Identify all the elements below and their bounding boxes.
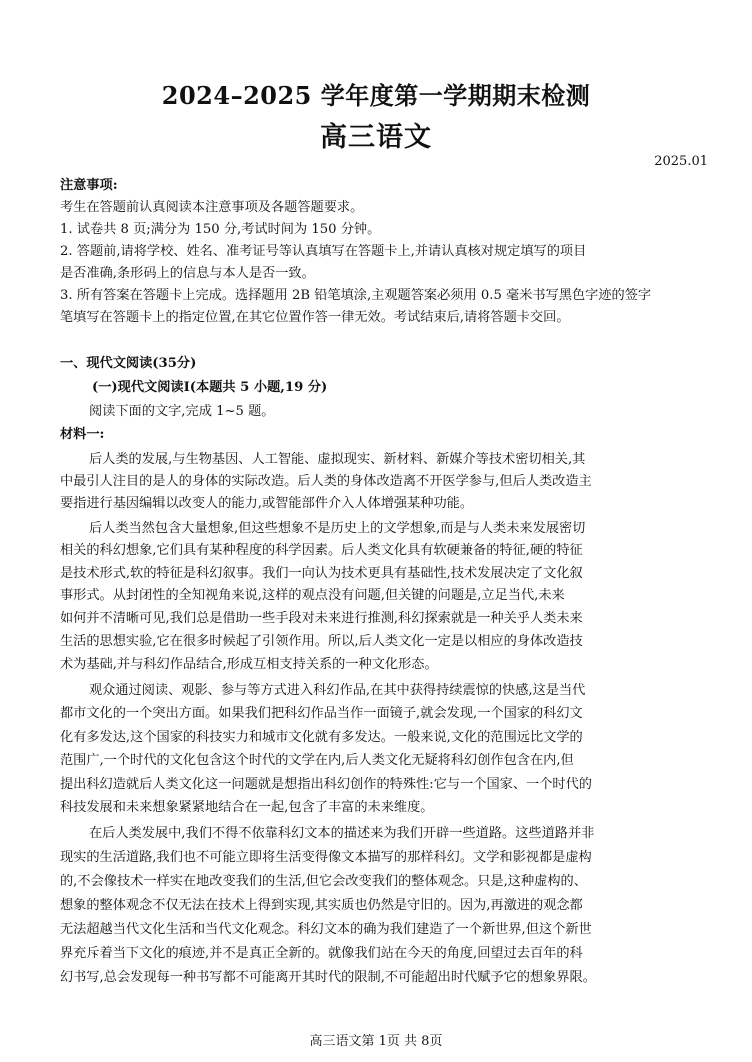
body-line: 范围广,一个时代的文化包含这个时代的文学在内,后人类文化无疑将科幻创作包含在内,但 bbox=[60, 753, 574, 768]
body-line: 幻书写,总会发现每一种书写都不可能离开其时代的限制,不可能超出时代赋予它的想象界限。 bbox=[60, 970, 596, 985]
body-line: 后人类当然包含大量想象,但这些想象不是历史上的文学想象,而是与人类未来发展密切 bbox=[89, 521, 586, 536]
body-line: 观众通过阅读、观影、参与等方式进入科幻作品,在其中获得持续震惊的快感,这是当代 bbox=[89, 683, 586, 698]
notice-line: 是否准确,条形码上的信息与本人是否一致。 bbox=[60, 266, 315, 281]
exam-subject: 高三语文 bbox=[320, 122, 432, 153]
body-line: 界充斥着当下文化的痕迹,并不是真正全新的。就像我们站在今天的角度,回望过去百年的科 bbox=[60, 946, 583, 961]
body-line: 事形式。从封闭性的全知视角来说,这样的观点没有问题,但关键的问题是,立足当代,未来 bbox=[60, 588, 565, 603]
body-line: 相关的科幻想象,它们具有某种程度的科学因素。后人类文化具有软硬兼备的特征,硬的特征 bbox=[60, 543, 583, 558]
material-label: 材料一: bbox=[60, 427, 105, 442]
body-line: 都市文化的一个突出方面。如果我们把科幻作品当作一面镜子,就会发现,一个国家的科幻文 bbox=[60, 706, 583, 721]
body-line: 想象的整体观念不仅无法在技术上得到实现,其实质也仍然是守旧的。因为,再激进的观念都 bbox=[60, 898, 583, 913]
section-heading: 一、现代文阅读(35分) bbox=[60, 356, 197, 371]
notice-line: 3. 所有答案在答题卡上完成。选择题用 2B 铅笔填涂,主观题答案必须用 0.5 毫米书写黑色字迹的签字 bbox=[60, 288, 652, 303]
body-line: 提出科幻造就后人类文化这一问题就是想指出科幻创作的特殊性:它与一个国家、一个时代的 bbox=[60, 777, 592, 792]
exam-date: 2025.01 bbox=[654, 154, 708, 169]
body-line: 中最引人注目的是人的身体的实际改造。后人类的身体改造离不开医学参与,但后人类改造主 bbox=[60, 474, 592, 489]
body-line: 在后人类发展中,我们不得不依靠科幻文本的描述来为我们开辟一些道路。这些道路并非 bbox=[89, 826, 595, 841]
notice-line: 笔填写在答题卡上的指定位置,在其它位置作答一律无效。考试结束后,请将答题卡交回。 bbox=[60, 310, 570, 325]
body-line: 现实的生活道路,我们也不可能立即将生活变得像文本描写的那样科幻。文学和影视都是虚构 bbox=[60, 850, 592, 865]
page-footer: 高三语文第 1页 共 8页 bbox=[309, 1034, 443, 1049]
body-line: 无法超越当代文化生活和当代文化观念。科幻文本的确为我们建造了一个新世界,但这个新世 bbox=[60, 922, 592, 937]
body-line: 是技术形式,软的特征是科幻叙事。我们一向认为技术更具有基础性,技术发展决定了文化叙 bbox=[60, 566, 583, 581]
exam-title: 2024–2025 学年度第一学期期末检测 bbox=[161, 81, 591, 110]
subsection-heading: (一)现代文阅读Ⅰ(本题共 5 小题,19 分) bbox=[92, 380, 328, 395]
notice-line: 2. 答题前,请将学校、姓名、准考证号等认真填写在答题卡上,并请认真核对规定填写的项目 bbox=[60, 244, 587, 259]
notice-line: 考生在答题前认真阅读本注意事项及各题答题要求。 bbox=[60, 200, 364, 215]
notice-line: 1. 试卷共 8 页;满分为 150 分,考试时间为 150 分钟。 bbox=[60, 222, 381, 237]
body-line: 要指进行基因编辑以改变人的能力,或智能部件介入人体增强某种功能。 bbox=[60, 496, 474, 511]
body-line: 的,不会像技术一样实在地改变我们的生活,但它会改变我们的整体观念。只是,这种虚构的、 bbox=[60, 874, 587, 889]
instruction: 阅读下面的文字,完成 1~5 题。 bbox=[89, 404, 275, 419]
body-line: 化有多发达,这个国家的科技实力和城市文化就有多发达。一般来说,文化的范围远比文学的 bbox=[60, 730, 583, 745]
body-line: 科技发展和未来想象紧紧地结合在一起,包含了丰富的未来维度。 bbox=[60, 800, 434, 815]
body-line: 后人类的发展,与生物基因、人工智能、虚拟现实、新材料、新媒介等技术密切相关,其 bbox=[89, 452, 586, 467]
notice-heading: 注意事项: bbox=[60, 178, 118, 193]
body-line: 如何并不清晰可见,我们总是借助一些手段对未来进行推测,科幻探索就是一种关乎人类未来 bbox=[60, 611, 583, 626]
body-line: 生活的思想实验,它在很多时候起了引领作用。所以,后人类文化一定是以相应的身体改造技 bbox=[60, 634, 583, 649]
body-line: 术为基础,并与科幻作品结合,形成互相支持关系的一种文化形态。 bbox=[60, 657, 438, 672]
